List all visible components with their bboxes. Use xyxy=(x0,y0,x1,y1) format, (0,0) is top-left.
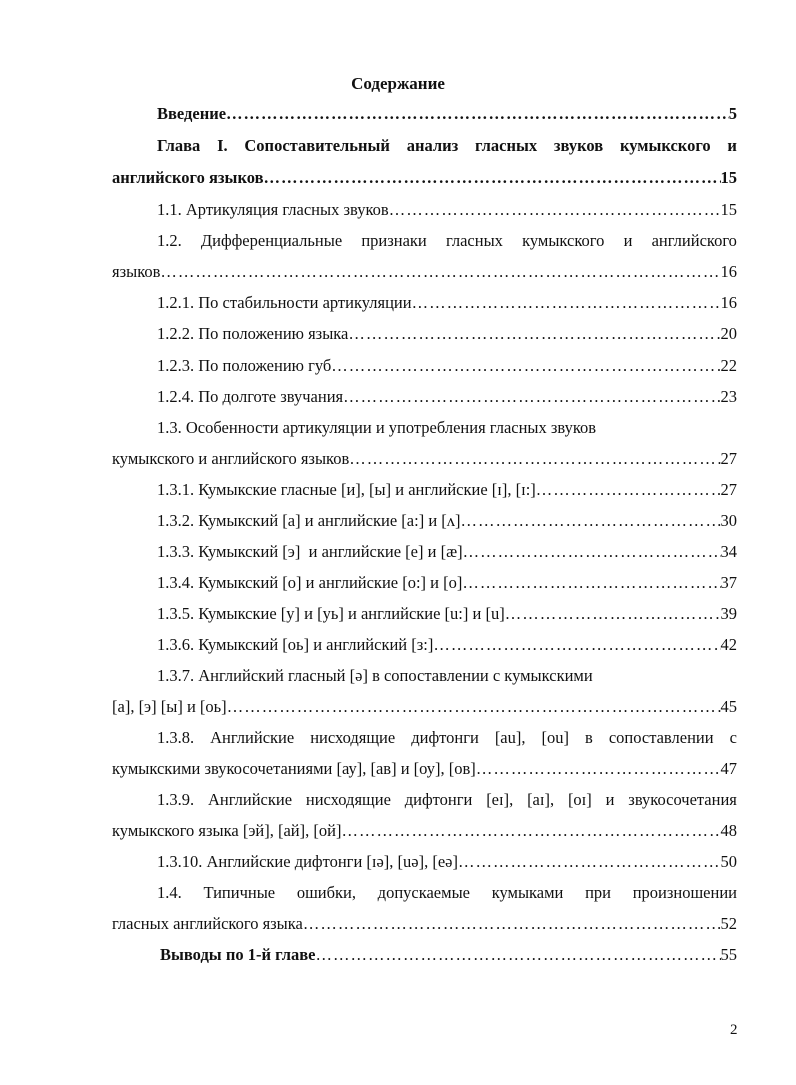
toc-word: с xyxy=(729,728,737,747)
toc-leader-dots xyxy=(536,480,721,500)
toc-entry-text: кумыкского и английского языков xyxy=(112,449,350,468)
toc-entry-text: кумыкского языка [эй], [ай], [ой] xyxy=(112,821,342,840)
toc-entry-1-2-4 xyxy=(157,387,737,411)
toc-word: при xyxy=(585,883,612,902)
toc-entry-1-3-7-line2 xyxy=(112,697,737,721)
toc-word: гласных xyxy=(445,231,503,250)
toc-page-number: 20 xyxy=(720,324,737,343)
toc-word: и xyxy=(605,790,615,809)
toc-word: 1.4. xyxy=(157,883,182,902)
toc-page-number: 34 xyxy=(720,542,737,561)
toc-entry-text: 1.2.3. По положению губ xyxy=(157,356,332,375)
toc-word: 1.2. xyxy=(157,231,182,250)
toc-word: Дифференциальные xyxy=(200,231,343,250)
toc-word: Английские xyxy=(210,728,295,747)
toc-word: дифтонги xyxy=(404,790,473,809)
toc-entry-1-3-10 xyxy=(157,852,737,876)
toc-word: [oɪ] xyxy=(567,790,592,809)
toc-entry-text: 1.3.10. Английские дифтонги [ɪә], [uә], [eә] xyxy=(157,852,458,871)
toc-word: и xyxy=(623,231,633,250)
toc-page-number: 15 xyxy=(720,168,737,187)
toc-leader-dots xyxy=(227,697,721,717)
toc-entry-text: 1.3.2. Кумыкский [а] и английские [a:] и [ʌ] xyxy=(157,511,461,530)
toc-word: в xyxy=(585,728,593,747)
toc-page-number: 16 xyxy=(720,293,737,312)
toc-word: кумыкского xyxy=(619,136,711,155)
toc-leader-dots xyxy=(263,168,720,188)
toc-entry-text: Выводы по 1-й главе xyxy=(160,945,316,964)
toc-entry-text: [а], [э] [ы] и [оь] xyxy=(112,697,227,716)
toc-entry-1-4-line2 xyxy=(112,914,737,938)
toc-word: сопоставлении xyxy=(608,728,714,747)
toc-entry-1-3-8-line1 xyxy=(157,728,737,752)
toc-entry-text: 1.3.4. Кумыкский [о] и английские [о:] и [о] xyxy=(157,573,463,592)
toc-word: кумыками xyxy=(491,883,564,902)
toc-leader-dots xyxy=(463,542,721,562)
toc-entry-text: 1.1. Артикуляция гласных звуков xyxy=(157,200,389,219)
toc-entry-1-2-3 xyxy=(157,356,737,380)
toc-leader-dots xyxy=(461,511,721,531)
toc-entry-1-2-line2 xyxy=(112,262,737,286)
toc-page-number: 23 xyxy=(720,387,737,406)
toc-entry-1-2-line1 xyxy=(157,231,737,255)
toc-leader-dots xyxy=(433,635,720,655)
toc-word: Глава xyxy=(157,136,201,155)
page-number: 2 xyxy=(730,1022,738,1038)
toc-word: гласных xyxy=(475,136,538,155)
toc-entry-text: 1.2.1. По стабильности артикуляции xyxy=(157,293,412,312)
toc-entry-1-3-line1: 1.3. Особенности артикуляции и употребления гласных звуков xyxy=(157,418,597,437)
toc-entry-text: 1.3.1. Кумыкские гласные [и], [ы] и английские [ɪ], [ɪ:] xyxy=(157,480,536,499)
toc-page-number: 52 xyxy=(720,914,737,933)
toc-leader-dots xyxy=(348,324,720,344)
toc-entry-text: 1.2.2. По положению языка xyxy=(157,324,349,343)
toc-entry-1-3-2 xyxy=(157,511,737,535)
toc-word: [ou] xyxy=(541,728,570,747)
toc-word: [au], xyxy=(494,728,526,747)
toc-leader-dots xyxy=(462,573,720,593)
toc-entry-text: языков xyxy=(112,262,161,281)
toc-page-number: 30 xyxy=(720,511,737,530)
toc-entry-text: 1.3.6. Кумыкский [оь] и английский [з:] xyxy=(157,635,434,654)
toc-page-number: 48 xyxy=(720,821,737,840)
toc-word: I. xyxy=(217,136,228,155)
toc-entry-text: кумыкскими звукосочетаниями [ау], [ав] и [оу], [ов] xyxy=(112,759,476,778)
toc-page-number: 15 xyxy=(720,200,737,219)
toc-entry-1-3-1 xyxy=(157,480,737,504)
toc-word: нисходящие xyxy=(305,790,391,809)
toc-entry-text: 1.3.5. Кумыкские [у] и [уь] и английские [u:] и [u] xyxy=(157,604,505,623)
toc-page-number: 27 xyxy=(720,480,737,499)
toc-word: кумыкского xyxy=(522,231,605,250)
toc-entry-1-3-8-line2 xyxy=(112,759,737,783)
toc-entry-conclusions xyxy=(160,945,737,969)
toc-page-number: 27 xyxy=(720,449,737,468)
toc-word: звуков xyxy=(553,136,604,155)
toc-page-number: 16 xyxy=(720,262,737,281)
toc-leader-dots xyxy=(341,821,720,841)
toc-entry-1-1 xyxy=(157,200,737,224)
toc-entry-chapter1-line1 xyxy=(157,136,737,160)
toc-word: произношении xyxy=(632,883,737,902)
page-title: Содержание xyxy=(351,74,445,93)
toc-word: ошибки, xyxy=(296,883,356,902)
toc-word: 1.3.8. xyxy=(157,728,195,747)
toc-entry-text: гласных английского языка xyxy=(112,914,303,933)
toc-word: допускаемые xyxy=(377,883,470,902)
toc-page-number: 5 xyxy=(728,104,737,123)
toc-page-number: 39 xyxy=(720,604,737,623)
toc-page-number: 42 xyxy=(720,635,737,654)
toc-entry-text: 1.2.4. По долготе звучания xyxy=(157,387,344,406)
toc-leader-dots xyxy=(331,356,720,376)
toc-word: Английские xyxy=(207,790,293,809)
toc-word: Типичные xyxy=(203,883,276,902)
toc-entry-text: 1.3.3. Кумыкский [э] и английские [e] и [æ] xyxy=(157,542,463,561)
toc-page-number: 47 xyxy=(720,759,737,778)
toc-leader-dots xyxy=(343,387,720,407)
toc-page-number: 55 xyxy=(720,945,737,964)
toc-leader-dots xyxy=(303,914,721,934)
toc-page-number: 22 xyxy=(720,356,737,375)
toc-leader-dots xyxy=(315,945,720,965)
toc-leader-dots xyxy=(160,262,720,282)
toc-entry-1-3-9-line2 xyxy=(112,821,737,845)
toc-entry-1-2-2 xyxy=(157,324,737,348)
toc-leader-dots xyxy=(476,759,721,779)
toc-word: Сопоставительный xyxy=(244,136,390,155)
toc-page-number: 50 xyxy=(720,852,737,871)
toc-word: [aɪ], xyxy=(527,790,555,809)
toc-entry-1-3-line2 xyxy=(112,449,737,473)
toc-entry-introduction xyxy=(157,104,737,128)
toc-entry-1-3-4 xyxy=(157,573,737,597)
toc-leader-dots xyxy=(505,604,721,624)
toc-word: [eɪ], xyxy=(486,790,514,809)
toc-word: звукосочетания xyxy=(628,790,737,809)
toc-entry-text: английского языков xyxy=(112,168,264,187)
toc-word: и xyxy=(727,136,737,155)
toc-word: 1.3.9. xyxy=(157,790,195,809)
toc-word: признаки xyxy=(361,231,427,250)
toc-entry-text: Введение xyxy=(157,104,227,123)
toc-entry-1-2-1 xyxy=(157,293,737,317)
toc-leader-dots xyxy=(389,200,721,220)
toc-entry-1-3-6 xyxy=(157,635,737,659)
toc-entry-1-3-5 xyxy=(157,604,737,628)
toc-leader-dots xyxy=(412,293,721,313)
toc-entry-chapter1-line2 xyxy=(112,168,737,192)
toc-leader-dots xyxy=(349,449,720,469)
toc-word: английского xyxy=(651,231,737,250)
toc-entry-1-4-line1 xyxy=(157,883,737,907)
toc-leader-dots xyxy=(458,852,721,872)
toc-entry-1-3-7-line1: 1.3.7. Английский гласный [ә] в сопоставлении с кумыкскими xyxy=(157,666,593,685)
toc-page-number: 37 xyxy=(720,573,737,592)
toc-word: нисходящие xyxy=(310,728,396,747)
toc-word: дифтонги xyxy=(411,728,479,747)
toc-word: анализ xyxy=(406,136,459,155)
toc-entry-1-3-9-line1 xyxy=(157,790,737,814)
toc-leader-dots xyxy=(226,104,729,124)
toc-page-number: 45 xyxy=(720,697,737,716)
toc-entry-1-3-3 xyxy=(157,542,737,566)
